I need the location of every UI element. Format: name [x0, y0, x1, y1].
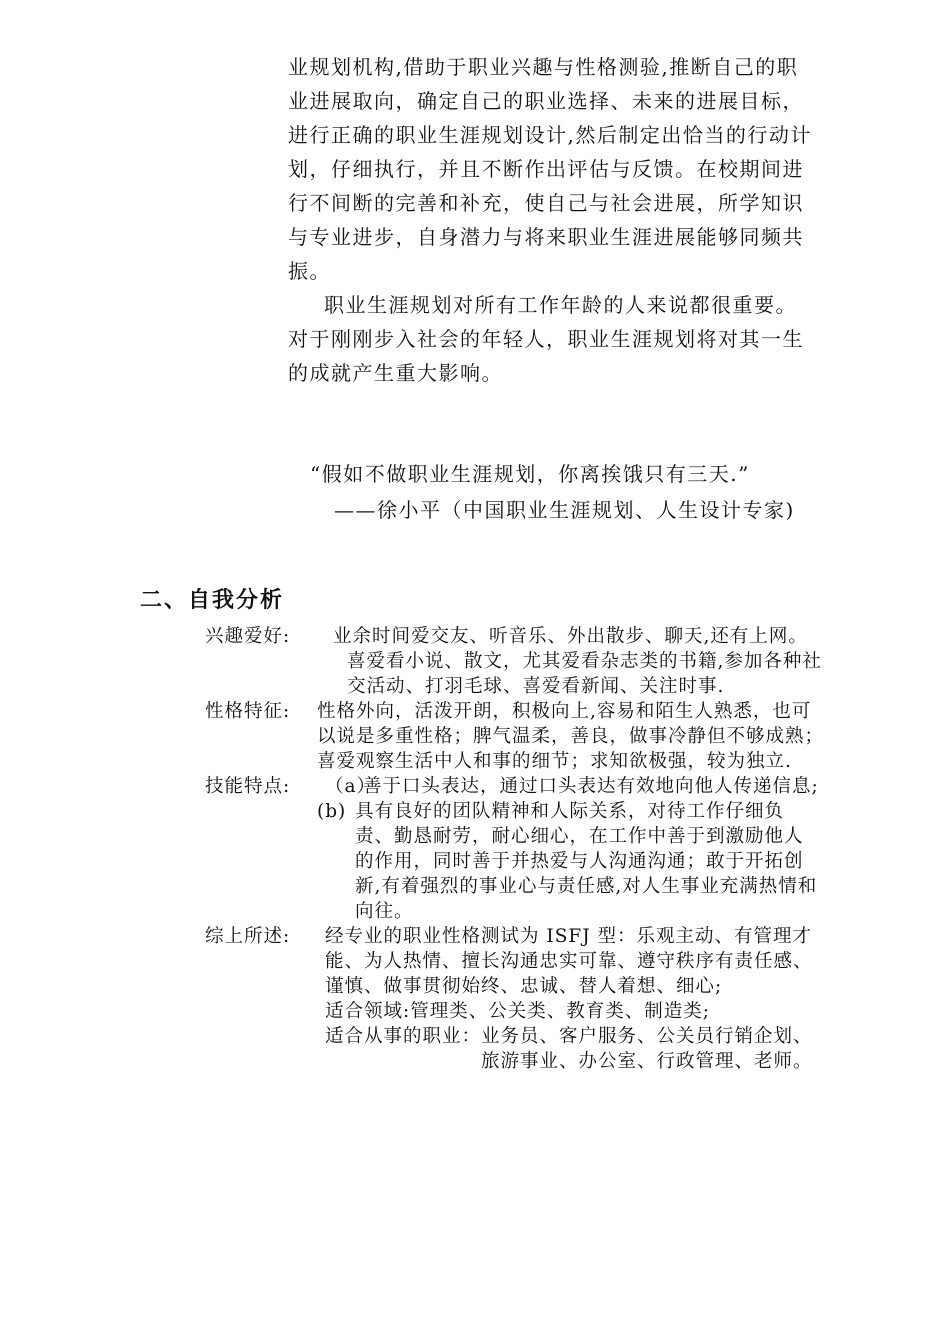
self-analysis — [205, 624, 825, 1074]
suitable-fields: 适合领域:管理类、公关类、教育类、制造类; — [325, 1001, 710, 1022]
skill-text: 具有良好的团队精神和人际关系，对待工作仔细负责、勤恳耐劳，耐心细心，在工作中善于到激励他人的作用，同时善于并热爱与人沟通沟通；敢于开拓创新,有着强烈的事业心与责任感,对人生事业充满热情和向往。 — [355, 801, 818, 922]
suitable-jobs-value: 业务员、客户服务、公关员行销企划、旅游事业、办公室、行政管理、老师。 — [481, 1026, 813, 1072]
skill-item — [325, 774, 825, 799]
hobbies-label: 兴趣爱好: — [205, 626, 291, 647]
summary-row — [205, 924, 825, 1074]
personality-row — [205, 699, 825, 774]
skills-label: 技能特点: — [205, 776, 291, 797]
quote-block — [288, 456, 818, 528]
personality-label: 性格特征: — [205, 701, 291, 722]
quote-attribution: ——徐小平（中国职业生涯规划、人生设计专家) — [334, 498, 795, 522]
personality-text: 性格外向，活泼开朗，积极向上,容易和陌生人熟悉，也可以说是多重性格；脾气温柔，善良，做事冷静但不够成熟；喜爱观察生活中人和事的细节；求知欲极强，较为独立. — [317, 701, 825, 772]
suitable-jobs-label: 适合从事的职业： — [325, 1026, 482, 1047]
summary-text: 经专业的职业性格测试为 ISFJ 型：乐观主动、有管理才能、为人热情、擅长沟通忠实可靠、遵守秩序有责任感、谨慎、做事贯彻始终、忠诚、替人着想、细心; — [325, 926, 813, 997]
summary-content — [325, 924, 825, 1074]
skill-marker: (b) — [317, 801, 347, 822]
hobbies-text: 业余时间爱交友、听音乐、外出散步、聊天,还有上网。喜爱看小说、散文，尤其爱看杂志类的书籍,参加各种社交活动、打羽毛球、喜爱看新闻、关注时事. — [333, 626, 822, 697]
quote-text: “假如不做职业生涯规划，你离挨饿只有三天.” — [310, 462, 750, 486]
skills-row — [205, 774, 825, 924]
suitable-jobs — [325, 1024, 825, 1074]
skill-item — [317, 799, 825, 924]
intro-section — [288, 50, 818, 390]
summary-label: 综上所述: — [205, 926, 291, 947]
intro-paragraph: 职业生涯规划对所有工作年龄的人来说都很重要。对于刚刚步入社会的年轻人，职业生涯规划将对其一生的成就产生重大影响。 — [288, 293, 804, 385]
skills-content — [317, 774, 825, 924]
section-heading: 二、自我分析 — [140, 588, 285, 613]
hobbies-row — [205, 624, 825, 699]
skill-text: 善于口头表达，通过口头表达有效地向他人传递信息; — [363, 776, 819, 797]
intro-paragraph: 业规划机构,借助于职业兴趣与性格测验,推断自己的职业进展取向，确定自己的职业选择、未来的进展目标，进行正确的职业生涯规划设计,然后制定出恰当的行动计划，仔细执行，并且不断作出评估与反馈。在校期间进行不间断的完善和补充，使自己与社会进展，所学知识与专业进步，自身潜力与将来职业生涯进展能够同频共振。 — [288, 55, 812, 283]
skill-marker: （a） — [325, 776, 377, 797]
hobbies-content — [325, 624, 825, 699]
